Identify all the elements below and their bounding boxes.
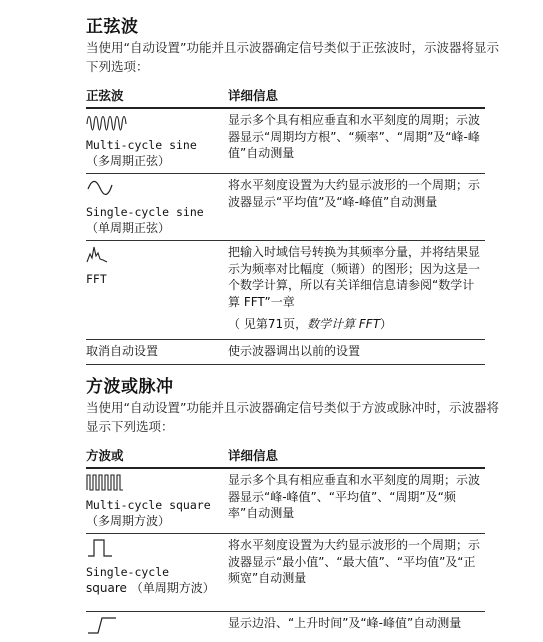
option-cell: 取消自动设置 <box>86 340 228 365</box>
option-name-zh: （多周期方波） <box>86 513 171 528</box>
option-name-zh: square （单周期方波） <box>86 580 215 595</box>
page-reference-suffix: ） <box>380 317 393 331</box>
option-name: Single-cycle sine <box>86 205 204 219</box>
detail-cell: 使示波器调出以前的设置 <box>228 340 485 365</box>
table-row <box>86 468 485 534</box>
single-cycle-sine-icon <box>86 177 116 199</box>
option-cell <box>86 612 228 640</box>
option-cell <box>86 468 228 534</box>
detail-cell: 显示边沿、“上升时间”及“峰-峰值”自动测量 <box>228 616 462 630</box>
column-header-detail: 详细信息 <box>228 444 485 468</box>
option-cell <box>86 534 228 612</box>
table-row <box>86 612 485 640</box>
option-name: Single-cycle <box>86 565 170 579</box>
option-name: Multi-cycle square <box>86 498 211 512</box>
detail-cell: 将水平刻度设置为大约显示波形的一个周期；示波器显示“最小值”、“最大值”、“平均值”及“正频宽”自动测量 <box>228 534 485 612</box>
table-row <box>86 340 485 365</box>
page-reference-prefix: （ 见第71页， <box>228 317 308 331</box>
detail-cell: 显示多个具有相应垂直和水平刻度的周期；示波器显示“峰-峰值”、“平均值”、“周期”及“频率”自动测量 <box>228 468 485 534</box>
multi-cycle-square-icon <box>86 472 124 492</box>
column-header-option: 方波或 <box>86 444 228 468</box>
square-section-title: 方波或脉冲 <box>86 377 174 397</box>
option-name: Multi-cycle sine <box>86 138 197 152</box>
table-row <box>86 108 485 174</box>
multi-cycle-sine-icon <box>86 112 128 132</box>
page-reference-title[interactable]: 数学计算 FFT <box>307 317 381 331</box>
column-header-detail: 详细信息 <box>228 84 485 108</box>
option-cell <box>86 174 228 241</box>
page-reference <box>228 316 485 333</box>
detail-cell: 将水平刻度设置为大约显示波形的一个周期；示波器显示“平均值”及“峰-峰值”自动测量 <box>228 174 485 241</box>
option-name: FFT <box>86 272 107 286</box>
detail-cell: 显示多个具有相应垂直和水平刻度的周期；示波器显示“周期均方根”、“频率”、“周期”及“峰-峰值”自动测量 <box>228 108 485 174</box>
table-header-row <box>86 444 485 468</box>
option-name-zh: （多周期正弦） <box>86 153 171 168</box>
rising-edge-icon <box>86 615 118 635</box>
sine-options-table <box>86 84 485 365</box>
sine-section-intro: 当使用“自动设置”功能并且示波器确定信号类似于正弦波时，示波器将显示下列选项： <box>86 40 499 74</box>
table-row <box>86 241 485 340</box>
table-row <box>86 534 485 612</box>
table-row <box>86 174 485 241</box>
option-name-zh: （单周期正弦） <box>86 220 171 235</box>
option-cell <box>86 108 228 174</box>
square-options-table <box>86 444 485 639</box>
fft-icon <box>86 244 110 264</box>
sine-section-title: 正弦波 <box>86 17 139 37</box>
column-header-option: 正弦波 <box>86 84 228 108</box>
option-cell <box>86 241 228 340</box>
single-cycle-square-icon <box>86 537 116 559</box>
detail-text: 把输入时域信号转换为其频率分量，并将结果显示为频率对比幅度（频谱）的图形；因为这是一个数学计算，所以有关详细信息请参阅“数学计算 FFT”一章 <box>228 245 481 309</box>
detail-cell <box>228 241 485 340</box>
table-header-row <box>86 84 485 108</box>
square-section-intro: 当使用“自动设置”功能并且示波器确定信号类似于方波或脉冲时，示波器将显示下列选项： <box>86 400 499 434</box>
